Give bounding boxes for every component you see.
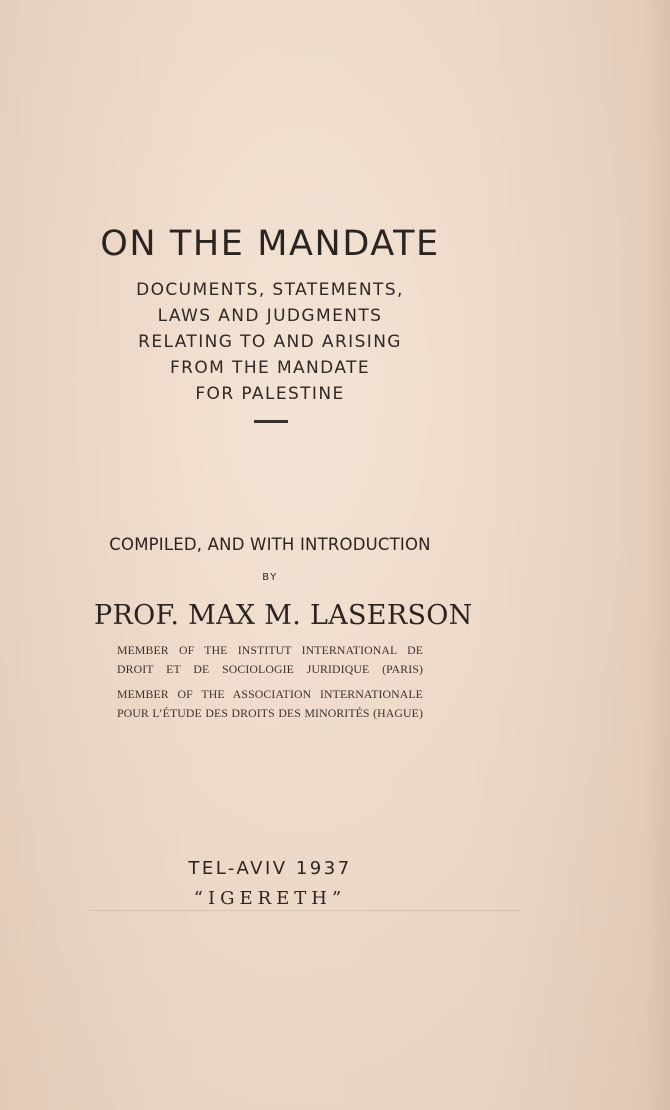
subtitle-line-3: RELATING TO AND ARISING xyxy=(138,332,402,352)
place-and-year: TEL-AVIV 1937 xyxy=(188,858,352,879)
divider-rule xyxy=(254,420,288,423)
faint-show-through-rule xyxy=(90,910,520,911)
publisher-name: “IGERETH” xyxy=(193,888,347,909)
membership-line-1: MEMBER OF THE INSTITUT INTERNATIONAL DE xyxy=(117,643,423,657)
compiled-line: COMPILED, AND WITH INTRODUCTION xyxy=(109,535,431,554)
page-edge-shadow xyxy=(644,0,670,1110)
membership-line-4: POUR L’ÉTUDE DES DROITS DES MINORITÉS (HAGUE) xyxy=(117,706,423,720)
book-title: ON THE MANDATE xyxy=(100,224,440,264)
author-name: PROF. MAX M. LASERSON xyxy=(94,600,473,631)
subtitle-line-1: DOCUMENTS, STATEMENTS, xyxy=(136,280,404,300)
subtitle-line-5: FOR PALESTINE xyxy=(195,384,345,404)
by-line: BY xyxy=(262,572,278,583)
membership-line-2: DROIT ET DE SOCIOLOGIE JURIDIQUE (PARIS) xyxy=(117,662,423,676)
subtitle-line-2: LAWS AND JUDGMENTS xyxy=(157,306,383,326)
subtitle-line-4: FROM THE MANDATE xyxy=(170,358,370,378)
membership-line-3: MEMBER OF THE ASSOCIATION INTERNATIONALE xyxy=(117,687,423,701)
